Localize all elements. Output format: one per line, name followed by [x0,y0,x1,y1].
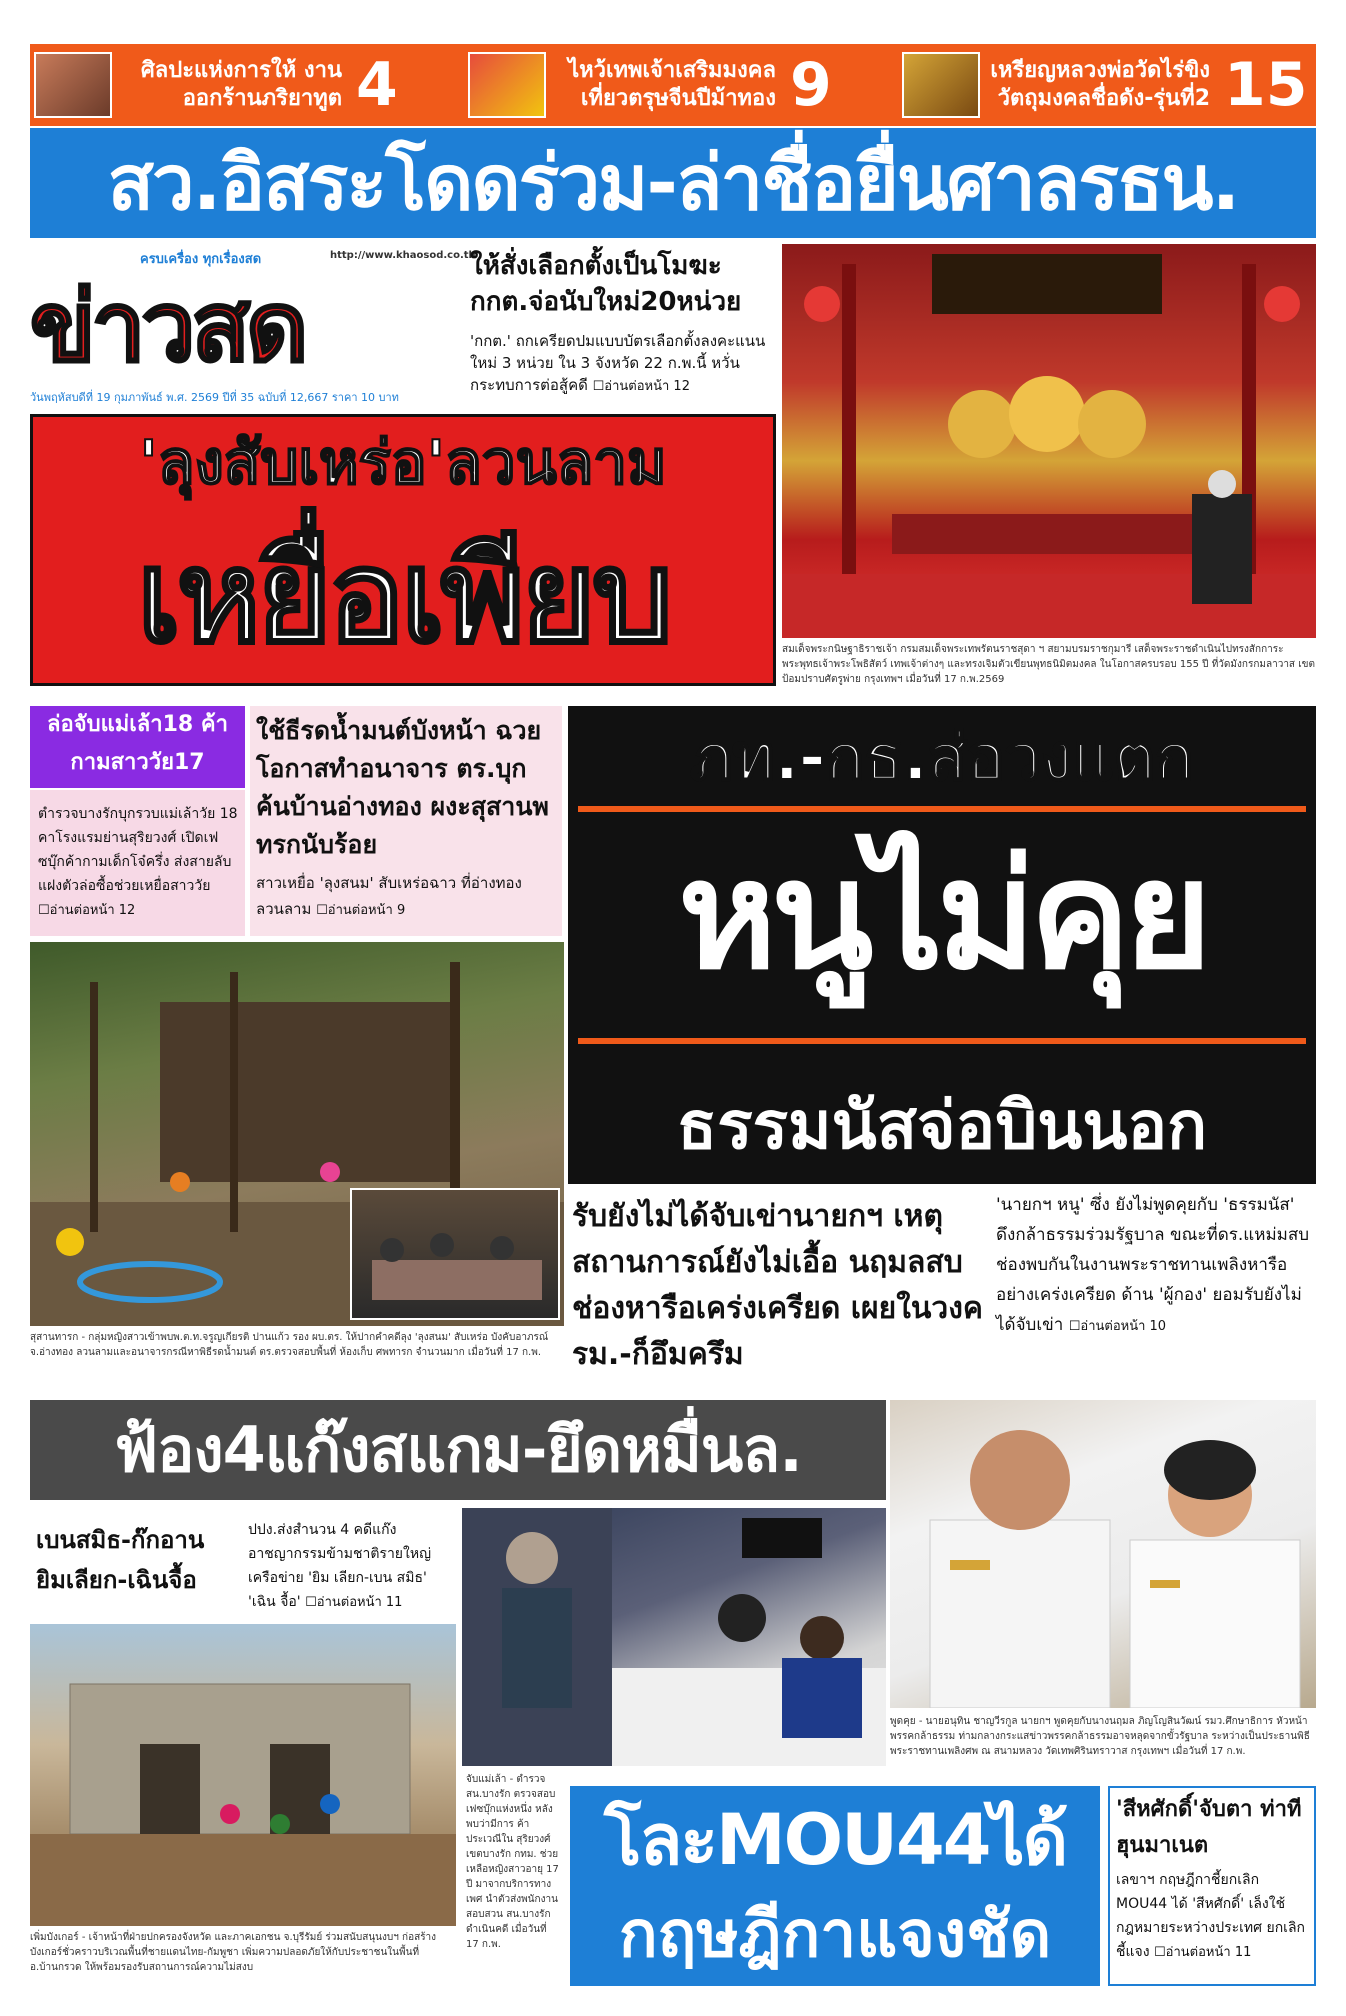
story-car-title[interactable]: ใช้ธีรดน้ำมนต์บังหน้า ฉวยโอกาสทำอนาจาร ตร.บุกค้นบ้านอ่างทอง ผงะสุสานพทรกนับร้อย [256,716,549,859]
teaser-2-page: 9 [790,50,832,120]
story-scam-body [248,1518,456,1615]
story-ect-title[interactable]: ให้สั่งเลือกตั้งเป็นโมฆะ กกต.จ่อนับใหม่20หน่วย [470,251,742,317]
story-scam-more-link[interactable]: ☐อ่านต่อหน้า 11 [305,1595,403,1610]
officials-photo-art [890,1400,1316,1708]
story-mou-title[interactable]: 'สีหศักดิ์'จับตา ท่าทีฮุนมาเนต [1116,1797,1302,1858]
teaser-1-page: 4 [356,50,398,120]
story-mom-title[interactable]: ล่อจับแม่เล้า18 ค้ากามสาววัย17 [30,706,245,788]
story-car [250,706,562,936]
teaser-1-text: ศิลปะแห่งการให้ งานออกร้านภริยาทูต [140,58,342,111]
masthead-logo [30,244,476,388]
red-headline-line2: เหยื่อเพียบ [136,523,670,672]
teaser-3-text: เหรียญหลวงพ่อวัดไร่ขิง วัตถุมงคลชื่อดัง-รุ่นที่2 [990,58,1210,111]
teaser-3[interactable] [902,50,1308,120]
bunker-caption: เพิ่มบังเกอร์ - เจ้าหน้าที่ฝ่ายปกครองจังหวัด และภาคเอกชน จ.บุรีรัมย์ ร่วมสนับสนุนงบฯ ก่อสร้างบังเกอร์ชั่วคราวบริเวณพื้นที่ชายแดนไทย-กัมพูชา เพิ่มความปลอดภัยให้กับประชาชนในพื้นที่ อ.บ้านกรวด ให้พร้อมรองรับสถานการณ์ความไม่สงบ [30,1932,437,1973]
blue-headline-box[interactable] [570,1786,1100,1986]
dateline: วันพฤหัสบดีที่ 19 กุมภาพันธ์ พ.ศ. 2569 ปีที่ 35 ฉบับที่ 12,667 ราคา 10 บาท [30,391,399,404]
story-mom-more-link[interactable]: ☐อ่านต่อหน้า 12 [38,903,136,918]
teaser-bar [30,44,1316,126]
story-mou-more-link[interactable]: ☐อ่านต่อหน้า 11 [1154,1945,1252,1960]
story-scam-text: ปปง.ส่งสำนวน 4 คดีแก๊งอาชญากรรมข้ามชาติรายใหญ่ เครือข่าย 'ยิม เลียก-เบน สมิธ' 'เฉิน จื้อ' [248,1522,431,1610]
teaser-1[interactable] [34,50,398,120]
teaser-2[interactable] [468,50,832,120]
story-mou-body [1116,1868,1308,1965]
meeting-photo [350,1188,560,1320]
temple-photo-art [782,244,1316,638]
blue-headline-line2: กฤษฎีกาแจงชัด [618,1898,1052,1972]
garden-caption: สุสานทารก - กลุ่มหญิงสาวเข้าพบพ.ต.ท.จรูญเกียรติ ปานแก้ว รอง ผบ.ตร. ให้ปากคำคดีลุง 'ลุงสนม' สับเหร่อ บังคับอาภรณ์ จ.อ่างทอง ลวนลามและอนาจารกรณีหาพิธีรดน้ำมนต์ ตร.ตรวจสอบพื้นที่ ห้องเก็บ ศพทารก จำนวนมาก เมื่อวันที่ 17 ก.พ. [30,1332,549,1358]
temple-caption: สมเด็จพระกนิษฐาธิราชเจ้า กรมสมเด็จพระเทพรัตนราชสุดา ฯ สยามบรมราชกุมารี เสด็จพระราชดำเนินไปทรงสักการะพระพุทธเจ้าพระโพธิสัตว์ เทพเจ้าต่างๆ และทรงเจิมตัวเขียนพุทธนิมิตมงคล ในโอกาสครบรอบ 155 ปี ที่วัดมังกรกมลาวาส เขตป้อมปราบศัตรูพ่าย กรุงเทพฯ เมื่อวันที่ 17 ก.พ.2569 [782,644,1315,685]
masthead-url: http://www.khaosod.co.th [330,250,476,261]
story-mom-body [30,790,245,936]
black-headline-line1: ภท.-กธ.ส่อวงแตก [690,721,1194,795]
story-car-more-link[interactable]: ☐อ่านต่อหน้า 9 [316,903,406,918]
story-pm-more-link[interactable]: ☐อ่านต่อหน้า 10 [1068,1319,1167,1334]
officials-photo [890,1400,1316,1708]
story-pm-title[interactable]: รับยังไม่ได้จับเข่านายกฯ เหตุสถานการณ์ยังไม่เอื้อ นฤมลสบช่องหารือเคร่งเครียด เผยในวงครม.-ก็อึมครึม [572,1199,983,1372]
divider-1 [578,806,1306,812]
masthead-title: ข่าวสด [30,271,305,383]
top-headline[interactable]: สว.อิสระโดดร่วม-ล่าชื่อยื่นศาลรธน. [30,128,1316,238]
story-ect-more-link[interactable]: ☐อ่านต่อหน้า 12 [592,379,690,394]
red-headline-line1: 'ลุงสับเหร่อ'ลวนลาม [139,428,667,498]
teaser-3-thumbnail [902,52,980,118]
black-headline-box[interactable] [568,706,1316,1184]
story-pm-body [996,1190,1316,1342]
story-ect-body [470,330,775,398]
story-ect-text: 'กกต.' ถกเครียดปมแบบบัตรเลือกตั้งลงคะแนนใหม่ 3 หน่วย ใน 3 จังหวัด 22 ก.พ.นี้ หวั่นกระทบการต่อสู้คดี [470,332,766,394]
teaser-2-thumbnail [468,52,546,118]
masthead-tagline: ครบเครื่อง ทุกเรื่องสด [140,252,262,267]
teaser-2-text: ไหว้เทพเจ้าเสริมมงคล เที่ยวตรุษจีนปีม้าทอง [568,58,776,111]
story-car-body [256,870,556,924]
grey-headline[interactable]: ฟ้อง4แก๊งสแกม-ยึดหมื่นล. [30,1400,886,1500]
temple-photo [782,244,1316,638]
black-headline-line2: หนูไม่คุย [678,829,1206,1003]
raid-photo [462,1508,886,1766]
bunker-photo [30,1624,456,1926]
story-mou-text: เลขาฯ กฤษฎีกาชี้ยกเลิก MOU44 ได้ 'สีหศักดิ์' เล็งใช้ กฎหมายระหว่างประเทศ ยกเลิก ชี้แจง [1116,1872,1306,1960]
teaser-1-thumbnail [34,52,112,118]
story-car-text: สาวเหยื่อ 'ลุงสนม' สับเหร่อฉาว ที่อ่างทอง ลวนลาม [256,874,522,918]
story-mom-text: ตำรวจบางรักบุกรวบแม่เล้าวัย 18 คาโรงแรมย่านสุริยวงศ์ เปิดเฟซบุ๊กค้ากามเด็กโจ๋ครึ่ง ส่งสายลับแฝงตัวล่อซื้อช่วยเหยื่อสาววัย [38,806,238,894]
blue-headline-line1: โละMOU44ได้ [603,1799,1067,1881]
bunker-photo-art [30,1624,456,1926]
teaser-3-page: 15 [1224,50,1308,120]
story-pm-text: 'นายกฯ หนู' ซึ่ง ยังไม่พูดคุยกับ 'ธรรมนัส' ดึงกล้าธรรมร่วมรัฐบาล ขณะที่ดร.แหม่มสบช่องพบกันในงานพระราชทานเพลิงหารือ อย่างเคร่งเครียด ด้าน 'ผู้กอง' ยอมรับยังไม่ได้จับเข่า [996,1195,1310,1335]
black-headline-line3: ธรรมนัสจ่อบินนอก [676,1087,1208,1164]
raid-photo-art [462,1508,886,1766]
meeting-photo-art [352,1190,558,1318]
raid-caption: จับแม่เล้า - ตำรวจ สน.บางรัก ตรวจสอบเฟซบุ๊กแห่งหนึ่ง หลังพบว่ามีการ ค้าประเวณีใน สุริยวงศ์ เขตบางรัก กทม. ช่วยเหลือหญิงสาวอายุ 17 ปี มาจากบริการทางเพศ นำตัวส่งพนักงานสอบสวน สน.บางรัก ดำเนินคดี เมื่อวันที่ 17 ก.พ. [466,1774,559,1950]
officials-caption: พูดคุย - นายอนุทิน ชาญวีรกูล นายกฯ พูดคุยกับนางนฤมล ภิญโญสินวัฒน์ รมว.ศึกษาธิการ หัวหน้าพรรคกล้าธรรม ท่ามกลางกระแสข่าวพรรคกล้าธรรมอาจหลุดจากขั้วรัฐบาล ระหว่างเป็นประธานพิธีพระราชทานเพลิงศพ ณ สนามหลวง วัดเทพศิรินทราวาส กรุงเทพฯ เมื่อวันที่ 17 ก.พ. [890,1716,1310,1757]
story-scam-title[interactable]: เบนสมิธ-ก๊กอาน ยิมเลียก-เฉินจื้อ [36,1526,205,1594]
divider-2 [578,1038,1306,1044]
story-mou [1108,1786,1316,1986]
red-headline-box[interactable] [30,414,776,686]
